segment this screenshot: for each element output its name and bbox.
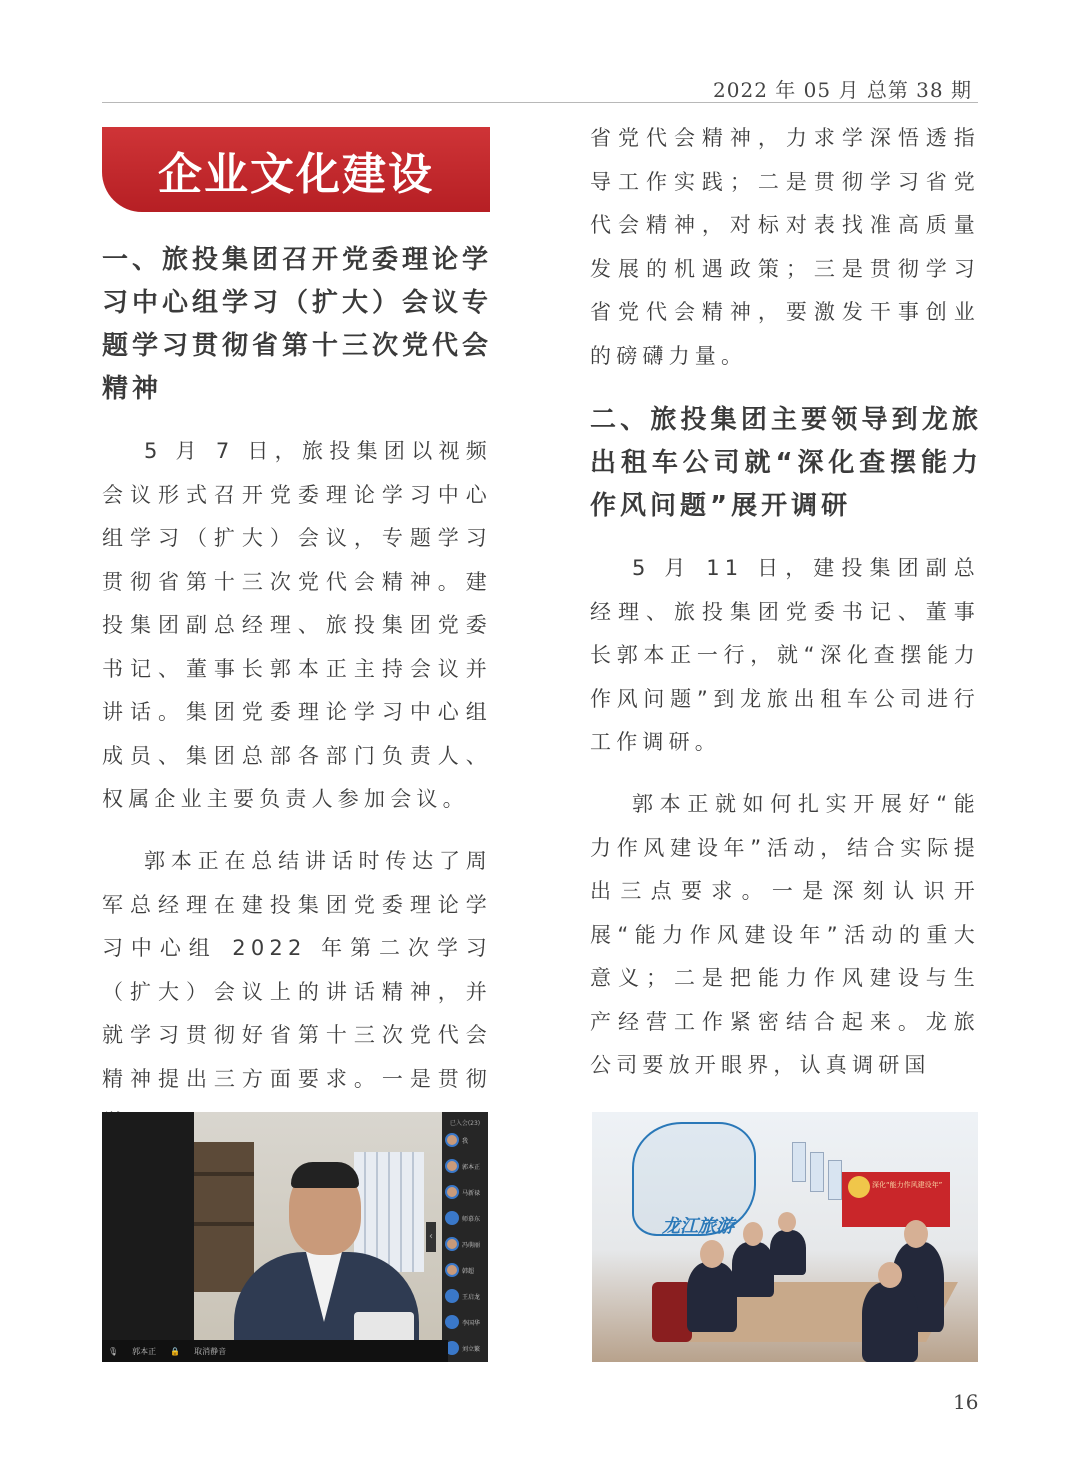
- avatar: [445, 1289, 459, 1303]
- speaker-name-label: 郭本正: [132, 1346, 157, 1356]
- participant-row: [442, 1283, 488, 1309]
- video-bottom-bar: [102, 1340, 448, 1362]
- article1-paragraph-1: 5 月 7 日，旅投集团以视频会议形式召开党委理论学习中心组学习（扩大）会议，专题学习贯彻省第十三次党代会精神。建投集团副总经理、旅投集团党委书记、董事长郭本正主持会议并讲话。集团党委理论学习中心组成员、集团总部各部门负责人、权属企业主要负责人参加会议。: [102, 439, 492, 811]
- participant-name: 师慕东: [462, 1215, 481, 1223]
- article1-paragraph-2: 郭本正在总结讲话时传达了周军总经理在建投集团党委理论学习中心组 2022 年第二次学习（扩大）会议上的讲话精神，并就学习贯彻好省第十三次党代会精神提出三方面要求。一是贯彻: [102, 849, 492, 1091]
- participant-row: [442, 1257, 488, 1283]
- header-divider: [102, 102, 978, 103]
- avatar: [445, 1315, 459, 1329]
- participant-name: 李国华: [462, 1319, 481, 1327]
- microphone-icon: 🎙: [108, 1346, 119, 1356]
- attendee-face: [700, 1240, 724, 1268]
- speaker-hair: [291, 1162, 359, 1188]
- attendee-face: [904, 1220, 928, 1248]
- participant-count: 已入会(23): [449, 1120, 481, 1127]
- article1-heading: 一、旅投集团召开党委理论学习中心组学习（扩大）会议专题学习贯彻省第十三次党代会精神: [102, 245, 493, 404]
- collapse-arrow-icon: ‹: [426, 1222, 436, 1252]
- avatar: [445, 1133, 459, 1147]
- wall-poster: [810, 1152, 824, 1192]
- issue-info: 2022 年 05 月 总第 38 期: [713, 78, 972, 102]
- speaker-video: [194, 1112, 442, 1347]
- wall-logo: 龙江旅游: [662, 1216, 734, 1237]
- shelf-board: [194, 1172, 254, 1176]
- avatar: [445, 1159, 459, 1173]
- avatar: [445, 1263, 459, 1277]
- article2-paragraph-2: 郭本正就如何扎实开展好“能力作风建设年”活动，结合实际提出三点要求。一是深刻认识开展“能力作风建设年”活动的重大意义；二是把能力作风建设与生产经营工作紧密结合起来。龙旅公司要放开眼界，认真调研国: [590, 792, 980, 1077]
- video-conference-image: [102, 1112, 488, 1362]
- participant-name: 马新禄: [462, 1189, 481, 1197]
- participant-name: 王启龙: [462, 1293, 481, 1301]
- attendee: [862, 1282, 918, 1362]
- participant-row: [442, 1127, 488, 1153]
- bookshelf: [194, 1142, 254, 1292]
- avatar: [445, 1211, 459, 1225]
- attendee-face: [878, 1262, 902, 1288]
- participant-row: [442, 1231, 488, 1257]
- wall-poster: [828, 1160, 842, 1200]
- lock-icon: 🔒: [170, 1346, 181, 1356]
- participant-row: [442, 1309, 488, 1335]
- attendee: [687, 1262, 737, 1332]
- participant-row: [442, 1205, 488, 1231]
- chair: [652, 1282, 692, 1342]
- section-banner-title: 企业文化建设: [158, 148, 434, 200]
- participant-row: [442, 1153, 488, 1179]
- participant-name: 韩超: [462, 1267, 475, 1275]
- section-banner: [102, 127, 490, 212]
- participant-name: 郭本正: [462, 1163, 481, 1171]
- meeting-room-photo: [592, 1112, 978, 1362]
- attendee: [732, 1242, 774, 1297]
- participant-name: 刘立繁: [462, 1345, 481, 1353]
- red-wall-banner: 深化“能力作风建设年”: [842, 1172, 950, 1227]
- article1-paragraph-3: 省党代会精神，力求学深悟透指导工作实践；二是贯彻学习省党代会精神，对标对表找准高质量发展的机遇政策；三是贯彻学习省党代会精神，要激发干事创业的磅礴力量。: [590, 126, 980, 368]
- article2-heading: 二、旅投集团主要领导到龙旅出租车公司就“深化查摆能力作风问题”展开调研: [590, 405, 982, 521]
- avatar: [445, 1185, 459, 1199]
- participant-name: 我: [462, 1137, 469, 1145]
- party-emblem-icon: [848, 1176, 870, 1198]
- page-number: 16: [953, 1390, 979, 1414]
- participant-list: [442, 1112, 488, 1362]
- attendee: [770, 1230, 806, 1275]
- participant-row: [442, 1179, 488, 1205]
- unmute-label: 取消静音: [194, 1346, 227, 1356]
- shelf-board: [194, 1222, 254, 1226]
- wall-poster: [792, 1142, 806, 1182]
- article2-paragraph-1: 5 月 11 日，建投集团副总经理、旅投集团党委书记、董事长郭本正一行，就“深化查摆能力作风问题”到龙旅出租车公司进行工作调研。: [590, 556, 980, 754]
- participant-name: 冯萌丽: [462, 1241, 481, 1249]
- attendee-face: [778, 1212, 796, 1232]
- attendee-face: [743, 1222, 763, 1246]
- avatar: [445, 1237, 459, 1251]
- participant-row: [442, 1335, 488, 1361]
